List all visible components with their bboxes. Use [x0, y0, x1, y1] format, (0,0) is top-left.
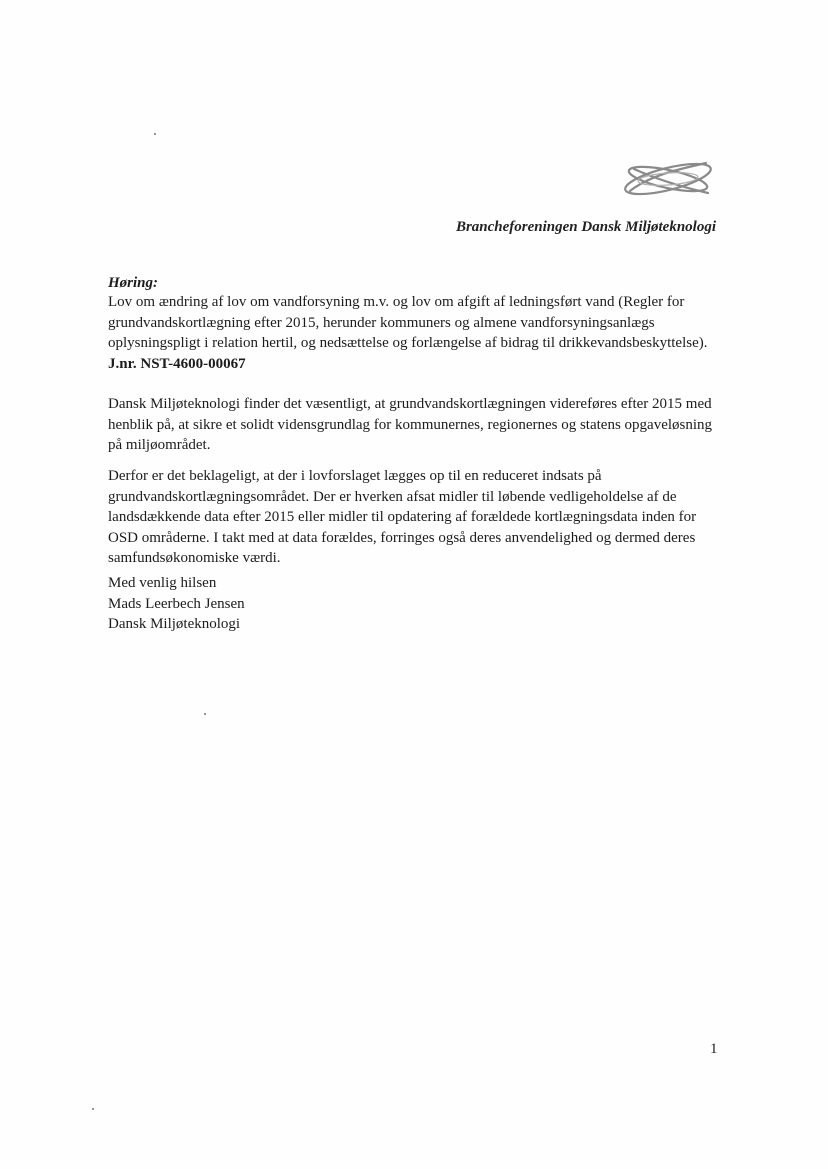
body-paragraph-2: Derfor er det beklageligt, at der i lovforslaget lægges op til en reduceret indsats på grundvandskortlægningsområdet. Der er hverken afsat midler til løbende vedligeholdelse af de landsdækkende data efter 2015 eller midler til opdatering af forældede kortlægningsdata inden for OSD områderne. I takt med at data forældes, forringes også deres anvendelighed og dermed deres samfundsøkonomiske værdi. — [108, 468, 697, 566]
signer-organization: Dansk Miljøteknologi — [108, 616, 241, 632]
signer-name: Mads Leerbech Jensen — [108, 595, 245, 612]
page-number: 1 — [710, 1041, 718, 1057]
closing-greeting: Med venlig hilsen — [108, 575, 217, 591]
orbit-logo-icon — [620, 155, 716, 203]
hearing-label: Høring: — [108, 275, 159, 291]
reference-number: J.nr. NST-4600-00067 — [108, 355, 246, 372]
body-paragraph-1: Dansk Miljøteknologi finder det væsentligt, at grundvandskortlægningen videreføres efter 2015 med henblik på, at sikre et solidt vidensgrundlag for kommunernes, regionernes og statens opgaveløsning på miljøområdet. — [108, 396, 713, 453]
signature-block — [108, 573, 728, 635]
scan-speck — [204, 713, 206, 715]
organization-name: Brancheforeningen Dansk Miljøteknologi — [455, 219, 716, 235]
scan-speck — [154, 133, 156, 135]
subject-paragraph — [108, 292, 728, 374]
scan-speck — [92, 1108, 94, 1110]
subject-text: Lov om ændring af lov om vandforsyning m.v. og lov om afgift af ledningsført vand (Regler for grundvandskortlægning efter 2015, herunder kommuners og almene vandforsyningsanlægs oplysningspligt i relation hertil, og nedsættelse og forlængelse af bidrag til drikkevandsbeskyttelse). — [108, 294, 708, 351]
